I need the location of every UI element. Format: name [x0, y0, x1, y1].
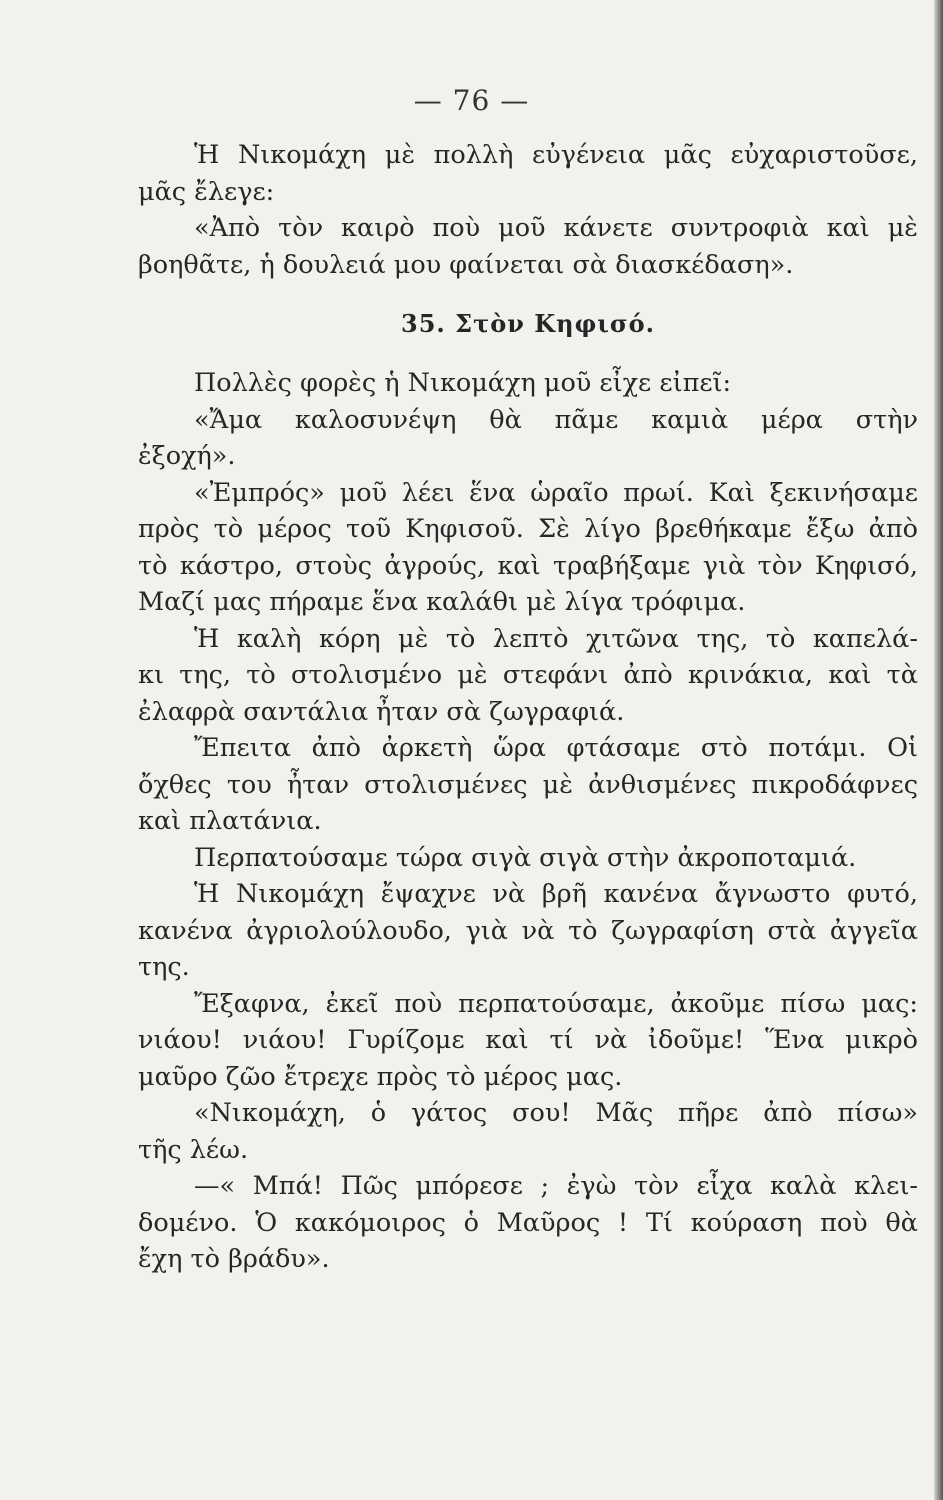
text-line: «Ἀπὸ τὸν καιρὸ ποὺ μοῦ κάνετε συντροφιὰ καὶ μὲ: [194, 213, 918, 243]
text-line: νιάου! νιάου! Γυρίζομε καὶ τί νὰ ἰδοῦμε! Ἕνα μικρὸ: [138, 1025, 918, 1055]
page-spine-edge: [934, 0, 943, 1500]
page-text-block: [138, 137, 918, 1278]
text-line: Ἡ Νικομάχη μὲ πολλὴ εὐγένεια μᾶς εὐχαριστοῦσε,: [194, 140, 918, 170]
text-line: βοηθᾶτε, ἡ δουλειά μου φαίνεται σὰ διασκέδαση».: [138, 249, 794, 280]
text-line: Ἔπειτα ἀπὸ ἀρκετὴ ὥρα φτάσαμε στὸ ποτάμι. Οἱ: [194, 733, 918, 763]
text-line: —« Μπά! Πῶς μπόρεσε ; ἐγὼ τὸν εἶχα καλὰ κλει-: [194, 1171, 918, 1201]
text-line: «Ἄμα καλοσυνέψη θὰ πᾶμε καμιὰ μέρα στὴν: [194, 404, 918, 435]
text-line: τὸ κάστρο, στοὺς ἀγρούς, καὶ τραβήξαμε γιὰ τὸν Κηφισό,: [138, 550, 918, 581]
text-line: Ἔξαφνα, ἐκεῖ ποὺ περπατούσαμε, ἀκοῦμε πίσω μας:: [194, 988, 918, 1019]
text-line: ἐξοχή».: [138, 441, 236, 471]
text-line: Περπατούσαμε τώρα σιγὰ σιγὰ στὴν ἀκροποταμιά.: [194, 842, 857, 873]
text-line: καὶ πλατάνια.: [138, 806, 322, 836]
text-line: κανένα ἀγριολούλουδο, γιὰ νὰ τὸ ζωγραφίση στὰ ἀγγεῖα: [138, 915, 918, 946]
text-line: ἐλαφρὰ σαντάλια ἦταν σὰ ζωγραφιά.: [138, 696, 625, 727]
text-line: Ἡ Νικομάχη ἔψαχνε νὰ βρῆ κανένα ἄγνωστο φυτό,: [194, 879, 918, 909]
text-line: τῆς λέω.: [138, 1134, 249, 1165]
text-line: μαῦρο ζῶο ἔτρεχε πρὸς τὸ μέρος μας.: [138, 1061, 623, 1092]
text-line: «Νικομάχη, ὁ γάτος σου! Μᾶς πῆρε ἀπὸ πίσω»: [194, 1098, 918, 1128]
text-line: Μαζί μας πήραμε ἕνα καλάθι μὲ λίγα τρόφιμα.: [138, 587, 746, 617]
page-number: — 76 —: [413, 84, 530, 117]
text-line: δομένο. Ὁ κακόμοιρος ὁ Μαῦρος ! Τί κούραση ποὺ θὰ: [138, 1207, 918, 1238]
text-line: μᾶς ἔλεγε:: [138, 176, 275, 207]
text-line: «Ἐμπρός» μοῦ λέει ἕνα ὡραῖο πρωί. Καὶ ξεκινήσαμε: [194, 477, 918, 508]
text-line: Ἡ καλὴ κόρη μὲ τὸ λεπτὸ χιτῶνα της, τὸ καπελά-: [194, 623, 918, 654]
text-line: ἔχη τὸ βράδυ».: [138, 1244, 330, 1274]
text-line: ὄχθες του ἦταν στολισμένες μὲ ἀνθισμένες πικροδάφνες: [138, 769, 918, 800]
text-before-heading: [138, 137, 918, 283]
text-line: της.: [138, 952, 190, 982]
text-after-heading: [138, 365, 918, 1278]
chapter-heading: 35. Στὸν Κηφισό.: [401, 309, 655, 338]
text-line: πρὸς τὸ μέρος τοῦ Κηφισοῦ. Σὲ λίγο βρεθήκαμε ἔξω ἀπὸ: [138, 514, 918, 544]
text-line: κι της, τὸ στολισμένο μὲ στεφάνι ἀπὸ κρινάκια, καὶ τὰ: [138, 660, 918, 690]
text-line: Πολλὲς φορὲς ἡ Νικομάχη μοῦ εἶχε εἰπεῖ:: [194, 368, 732, 398]
